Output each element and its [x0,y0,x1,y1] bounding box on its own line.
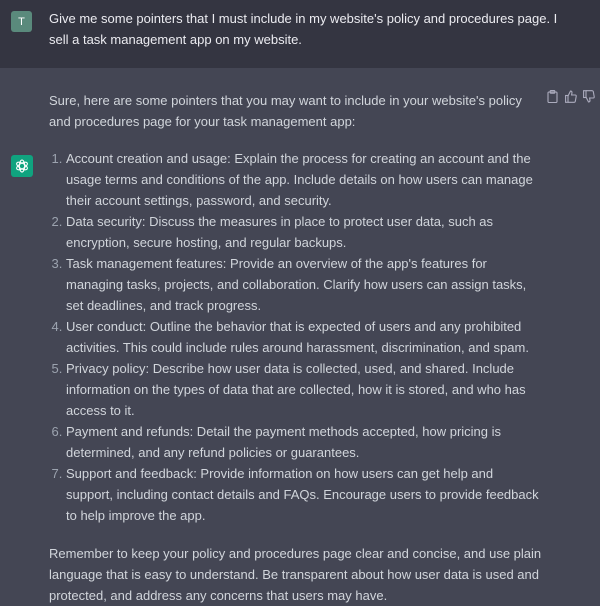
assistant-closing: Remember to keep your policy and procedures page clear and concise, and use plain language that is easy to understand. Be transparent about how user data is used and protected, and address any concerns that users may have. [49,546,542,603]
pointer-list [49,148,542,526]
clipboard-icon[interactable] [547,90,558,103]
user-avatar: T [11,11,32,32]
openai-logo-icon [11,155,33,177]
thumbs-down-icon[interactable] [583,90,594,103]
list-item: 7. Support and feedback: Provide information on how users can get help and support, including contact details and FAQs. Encourage users to provide feedback to help improve the app. [66,463,542,526]
user-message-row [0,0,600,68]
list-item: 3. Task management features: Provide an overview of the app's features for managing tasks, projects, and collaboration. Clarify how users can assign tasks, set deadlines, and track progress. [66,253,542,316]
list-item: 4. User conduct: Outline the behavior that is expected of users and any prohibited activities. This could include rules around harassment, discrimination, and spam. [66,316,542,358]
assistant-message-row [0,68,600,603]
list-item: 1. Account creation and usage: Explain the process for creating an account and the usage terms and conditions of the app. Include details on how users can manage their account settings, password, and security. [66,148,542,211]
assistant-message-content [49,90,542,606]
user-message-text: Give me some pointers that I must include in my website's policy and procedures page. I sell a task management app on my website. [49,11,558,47]
list-item: 5. Privacy policy: Describe how user data is collected, used, and shared. Include information on the types of data that are collected, how it is stored, and who has access to it. [66,358,542,421]
list-item: 2. Data security: Discuss the measures in place to protect user data, such as encryption, secure hosting, and regular backups. [66,211,542,253]
assistant-intro: Sure, here are some pointers that you may want to include in your website's policy and procedures page for your task management app: [49,93,522,129]
message-actions [547,90,594,103]
list-item: 6. Payment and refunds: Detail the payment methods accepted, how pricing is determined, and any refund policies or guarantees. [66,421,542,463]
thumbs-up-icon[interactable] [565,90,576,103]
